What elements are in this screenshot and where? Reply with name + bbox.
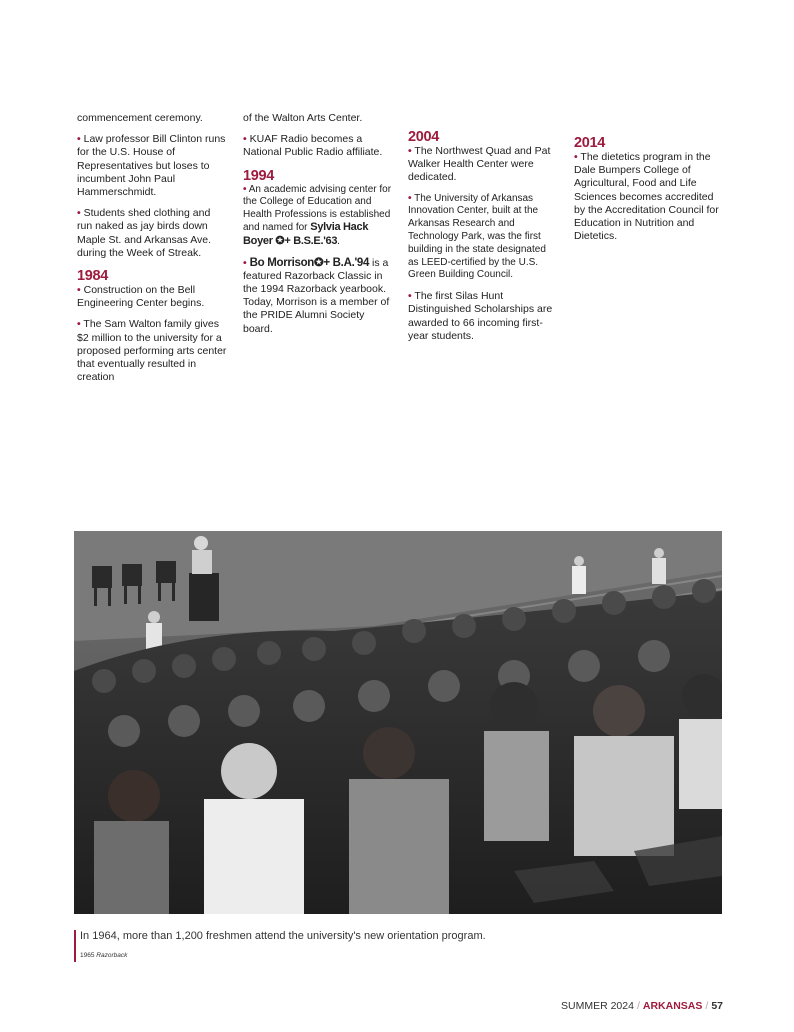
bullet-icon: •	[574, 151, 578, 163]
year-heading-1984: 1984	[77, 268, 109, 285]
timeline-item: • The Northwest Quad and Pat Walker Health Center were dedicated.	[408, 145, 551, 184]
timeline-item: • KUAF Radio becomes a National Public Radio affiliate.	[243, 133, 383, 159]
bullet-icon: •	[77, 133, 81, 146]
timeline-item: • The dietetics program in the Dale Bumpers College of Agricultural, Food and Life Sciences becomes accredited by the Accreditation Council for Education in Nutrition and Dietetics.	[574, 151, 719, 243]
year-heading-2014: 2014	[574, 135, 606, 151]
timeline-column-2	[243, 112, 395, 344]
alumni-name: Bo Morrison✪+ B.A.'94	[249, 256, 370, 269]
bullet-icon: •	[408, 145, 412, 157]
alumni-name: Sylvia Hack Boyer ✪+ B.S.E.'63	[243, 221, 369, 247]
bullet-icon: •	[408, 290, 412, 303]
caption-text: In 1964, more than 1,200 freshmen attend the university's new orientation program.	[80, 930, 486, 942]
bullet-icon: •	[243, 183, 247, 195]
issue-label: SUMMER 2024	[561, 1000, 634, 1012]
year-heading-2004: 2004	[408, 129, 440, 145]
year-heading-1994: 1994	[243, 167, 275, 184]
page-footer	[561, 1000, 723, 1012]
continued-text: commencement ceremony.	[77, 112, 203, 124]
timeline-column-4	[574, 135, 726, 251]
footer-separator: /	[705, 1000, 709, 1012]
photo-credit: 1965 Razorback	[80, 952, 128, 959]
bullet-icon: •	[243, 133, 247, 146]
timeline-item: • Construction on the Bell Engineering Center begins.	[77, 284, 205, 310]
timeline-item: • The first Silas Hunt Distinguished Scholarships are awarded to 66 incoming first-year students.	[408, 290, 553, 342]
timeline-column-3	[408, 129, 558, 351]
bullet-icon: •	[77, 284, 81, 297]
continued-text: of the Walton Arts Center.	[243, 112, 363, 124]
bullet-icon: •	[77, 318, 81, 331]
timeline-item: • The Sam Walton family gives $2 million to the university for a proposed performing arts center that eventually resulted in creation	[77, 318, 227, 384]
timeline-item: • Students shed clothing and run naked as jay birds down Maple St. and Arkansas Ave. during the Week of Streak.	[77, 207, 212, 259]
timeline-column-1	[77, 112, 227, 392]
footer-separator: /	[636, 1000, 640, 1012]
timeline-item: • Bo Morrison✪+ B.A.'94 is a featured Razorback Classic in the 1994 Razorback yearbook. Today, Morrison is a member of the PRIDE Alumni Society board.	[243, 256, 390, 335]
page-number: 57	[711, 1000, 723, 1012]
timeline-item: • An academic advising center for the College of Education and Health Professions is established and named for Sylvia Hack Boyer ✪+ B.S.E.'63.	[243, 183, 392, 247]
timeline-item: • The University of Arkansas Innovation Center, built at the Arkansas Research and Technology Park, was the first building in the state designated as LEED-certified by the U.S. Green Building Council.	[408, 192, 546, 281]
timeline-item: • Law professor Bill Clinton runs for the U.S. House of Representatives but loses to incumbent John Paul Hammerschmidt.	[77, 133, 226, 199]
orientation-photo	[74, 531, 722, 914]
photo-caption	[74, 930, 720, 962]
bullet-icon: •	[243, 256, 247, 269]
bullet-icon: •	[77, 207, 81, 220]
magazine-name: ARKANSAS	[642, 1000, 703, 1012]
bullet-icon: •	[408, 192, 412, 204]
